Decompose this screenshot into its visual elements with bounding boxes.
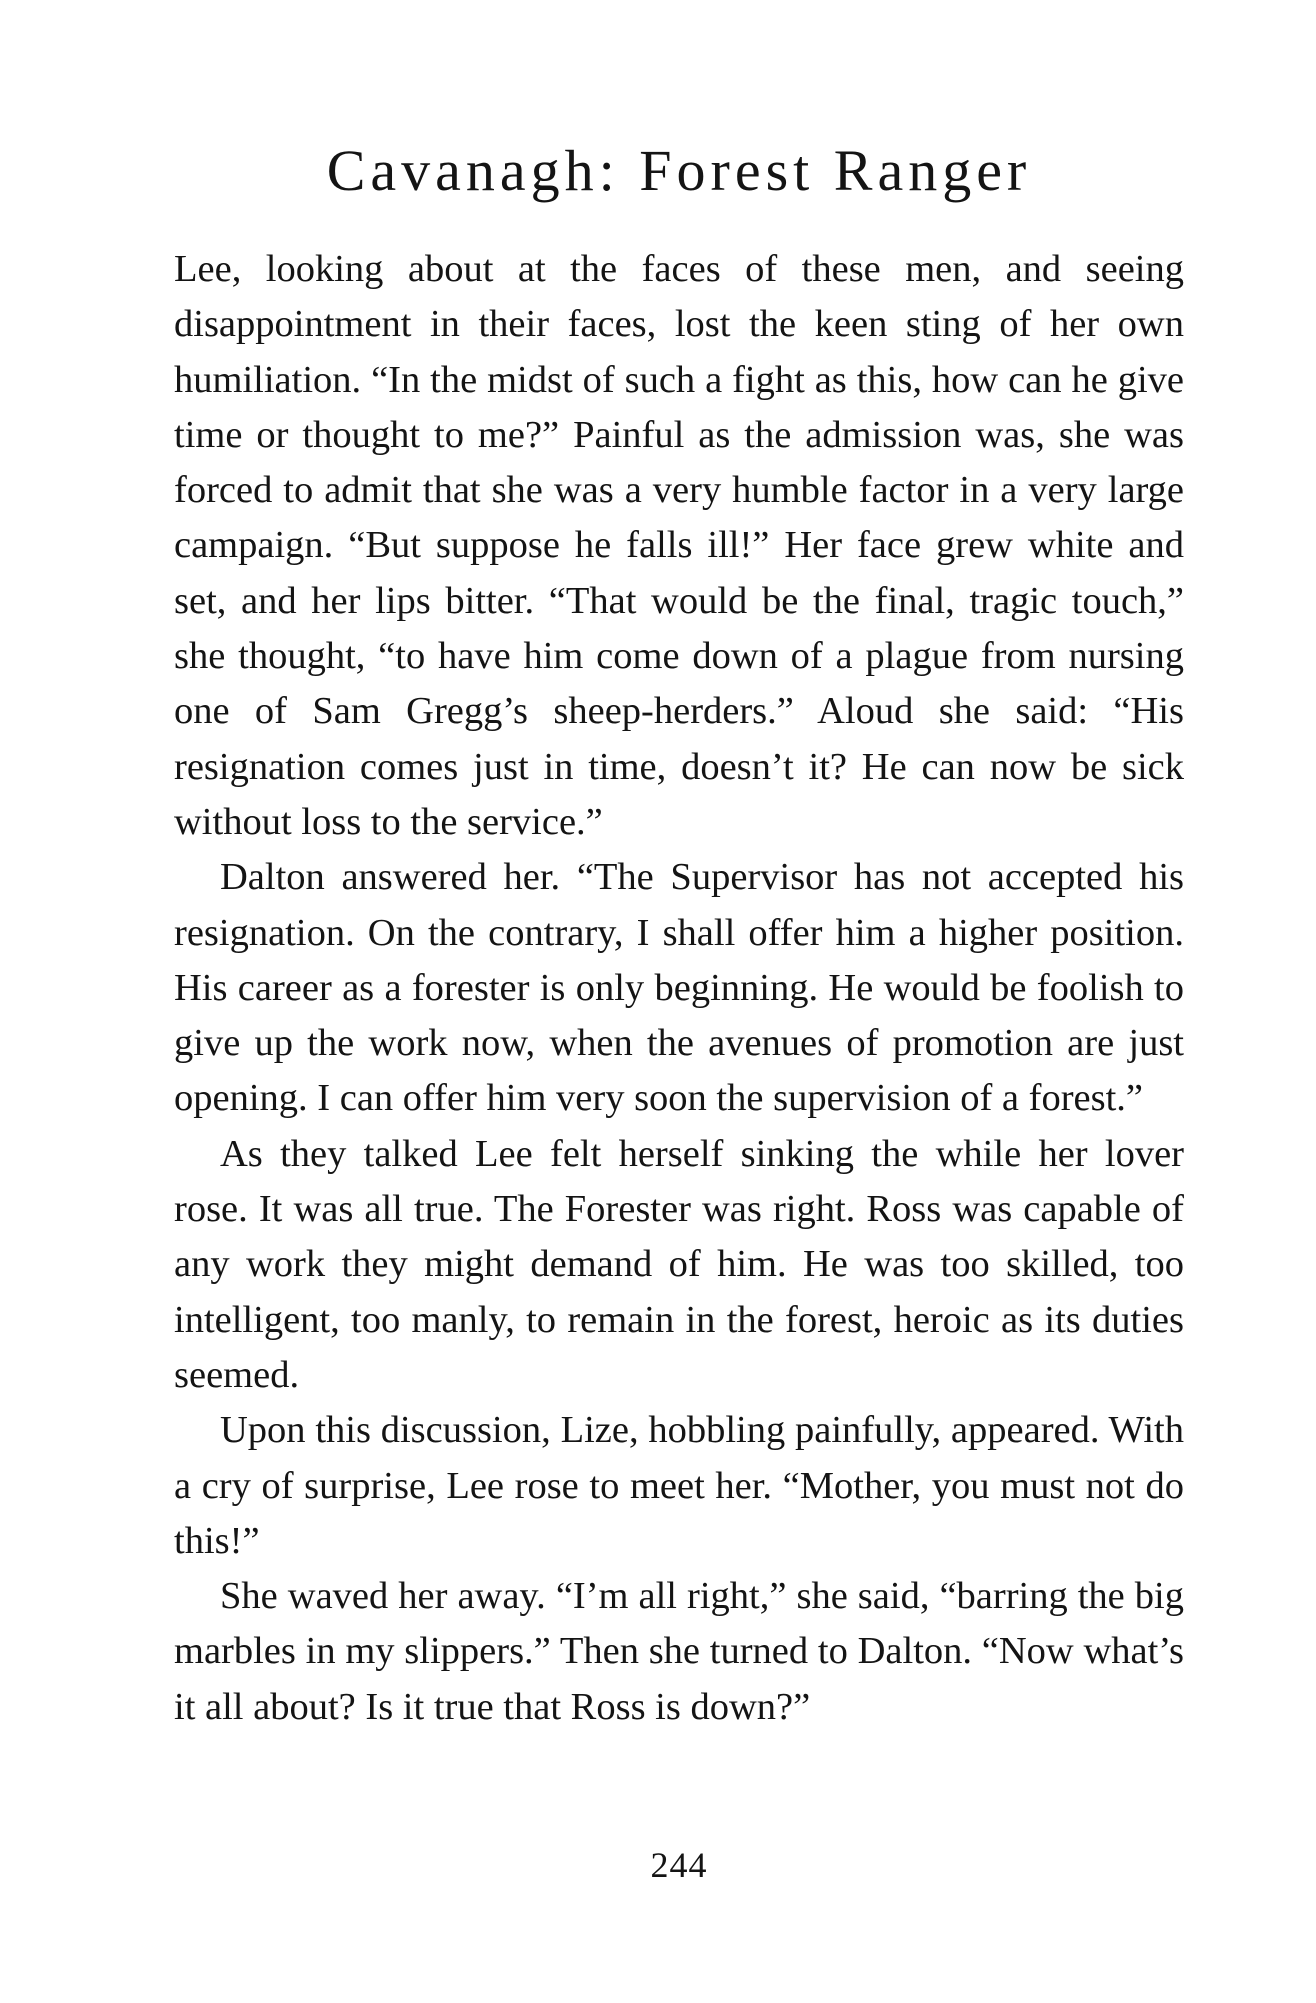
running-head: Cavanagh: Forest Ranger [326, 138, 1032, 203]
paragraph: Upon this discussion, Lize, hobbling painfully, appeared. With a cry of surprise, Lee rose to meet her. “Mother, you must not do this!” [174, 1409, 1184, 1562]
paragraph: As they talked Lee felt herself sinking the while her lover rose. It was all true. The Forester was right. Ross was capable of any work they might demand of him. He was too skilled, too intelligent, too manly, to remain in the forest, heroic as its duties seemed. [174, 1132, 1184, 1396]
paragraph: Dalton answered her. “The Supervisor has not accepted his resignation. On the contrary, I shall offer him a higher position. His career as a forester is only beginning. He would be foolish to give up the work now, when the avenues of promotion are just opening. I can offer him very soon the supervision of a forest.” [174, 856, 1184, 1120]
body-text [174, 242, 1184, 1735]
paragraph: She waved her away. “I’m all right,” she said, “barring the big marbles in my slippers.” Then she turned to Dalton. “Now what’s it all about? Is it true that Ross is down?” [174, 1575, 1184, 1728]
page-number: 244 [650, 1845, 708, 1885]
book-page [174, 0, 1184, 2003]
paragraph: Lee, looking about at the faces of these men, and seeing disappointment in their faces, lost the keen sting of her own humiliation. “In the midst of such a fight as this, how can he give time or thought to me?” Painful as the admission was, she was forced to admit that she was a very humble factor in a very large campaign. “But suppose he falls ill!” Her face grew white and set, and her lips bitter. “That would be the final, tragic touch,” she thought, “to have him come down of a plague from nursing one of Sam Gregg’s sheep-herders.” Aloud she said: “His resignation comes just in time, doesn’t it? He can now be sick without loss to the service.” [174, 248, 1184, 843]
